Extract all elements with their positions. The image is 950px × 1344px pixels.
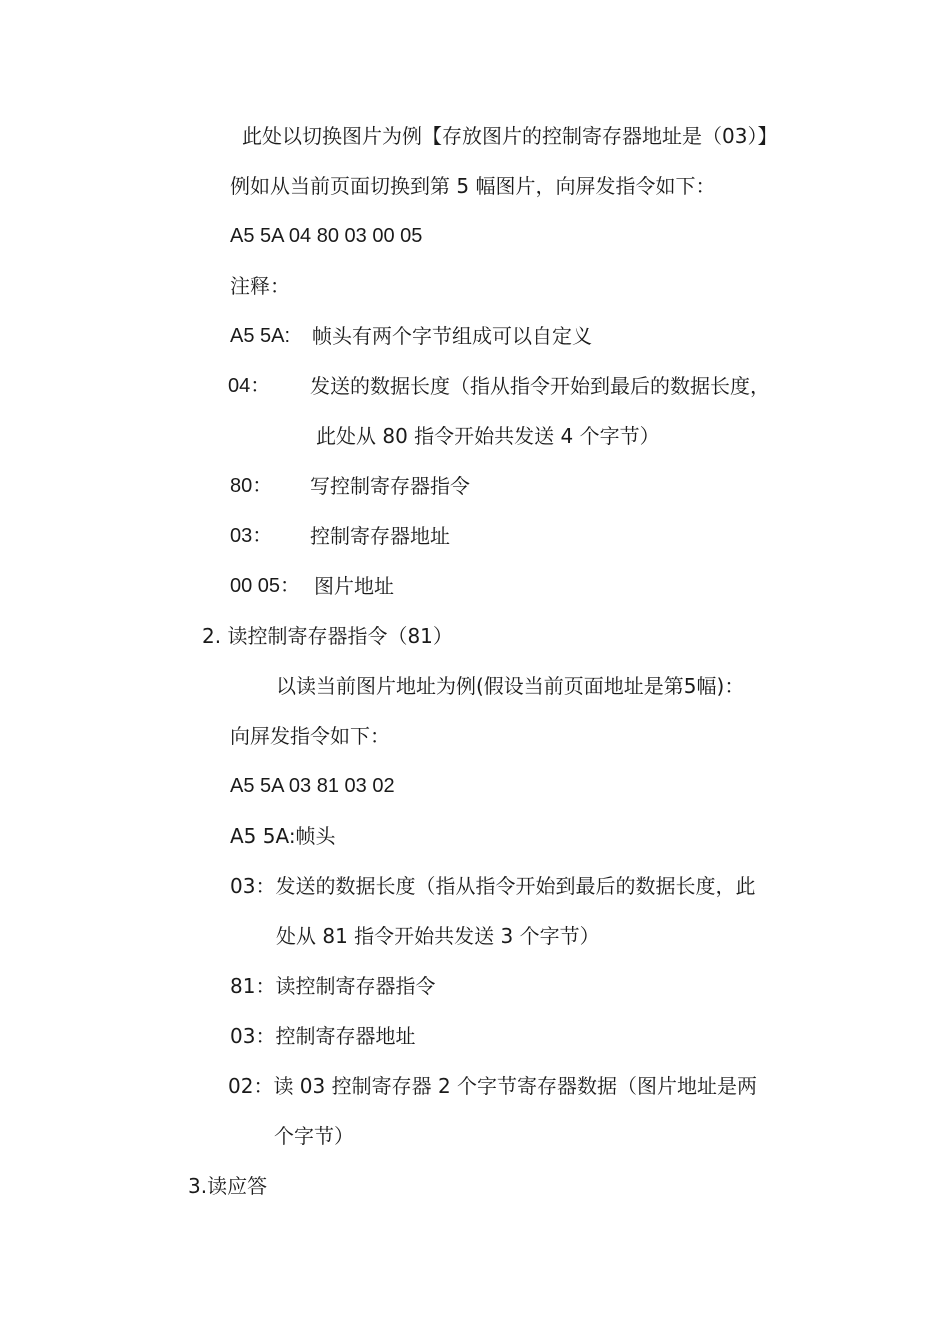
note-text: 控制寄存器地址 bbox=[310, 524, 450, 548]
read-note-cont: 处从 81 指令开始共发送 3 个字节） bbox=[276, 924, 600, 948]
section2-send-prompt: 向屏发指令如下： bbox=[230, 724, 390, 748]
read-note-cont: 个字节） bbox=[274, 1124, 354, 1148]
note-text: 图片地址 bbox=[314, 574, 394, 598]
command-read: A5 5A 03 81 03 02 bbox=[230, 775, 395, 797]
example-text: 例如从当前页面切换到第 5 幅图片，向屏发指令如下： bbox=[230, 174, 716, 198]
read-note: 81：读控制寄存器指令 bbox=[230, 974, 436, 998]
command-write: A5 5A 04 80 03 00 05 bbox=[230, 225, 423, 247]
note-label: 80： bbox=[230, 475, 273, 497]
note-text: 帧头有两个字节组成可以自定义 bbox=[312, 324, 592, 348]
note-text-cont: 此处从 80 指令开始共发送 4 个字节） bbox=[316, 424, 660, 448]
note-text: 写控制寄存器指令 bbox=[310, 474, 470, 498]
note-text: 发送的数据长度（指从指令开始到最后的数据长度， bbox=[310, 374, 770, 398]
note-label: 00 05： bbox=[230, 575, 301, 597]
read-note: 02：读 03 控制寄存器 2 个字节寄存器数据（图片地址是两 bbox=[228, 1074, 758, 1098]
section-heading-2: 2. 读控制寄存器指令（81） bbox=[202, 624, 453, 648]
read-note: 03：发送的数据长度（指从指令开始到最后的数据长度，此 bbox=[230, 874, 756, 898]
read-note: 03：控制寄存器地址 bbox=[230, 1024, 416, 1048]
note-label: 04： bbox=[228, 375, 271, 397]
section2-intro: 以读当前图片地址为例(假设当前页面地址是第5幅)： bbox=[276, 674, 745, 698]
note-label: A5 5A: bbox=[230, 325, 291, 347]
note-label: 03： bbox=[230, 525, 273, 547]
section-heading-3: 3.读应答 bbox=[188, 1174, 268, 1198]
intro-text: 此处以切换图片为例【存放图片的控制寄存器地址是（03）】 bbox=[242, 124, 778, 148]
read-note: A5 5A:帧头 bbox=[230, 824, 336, 848]
notes-title: 注释： bbox=[230, 274, 290, 298]
